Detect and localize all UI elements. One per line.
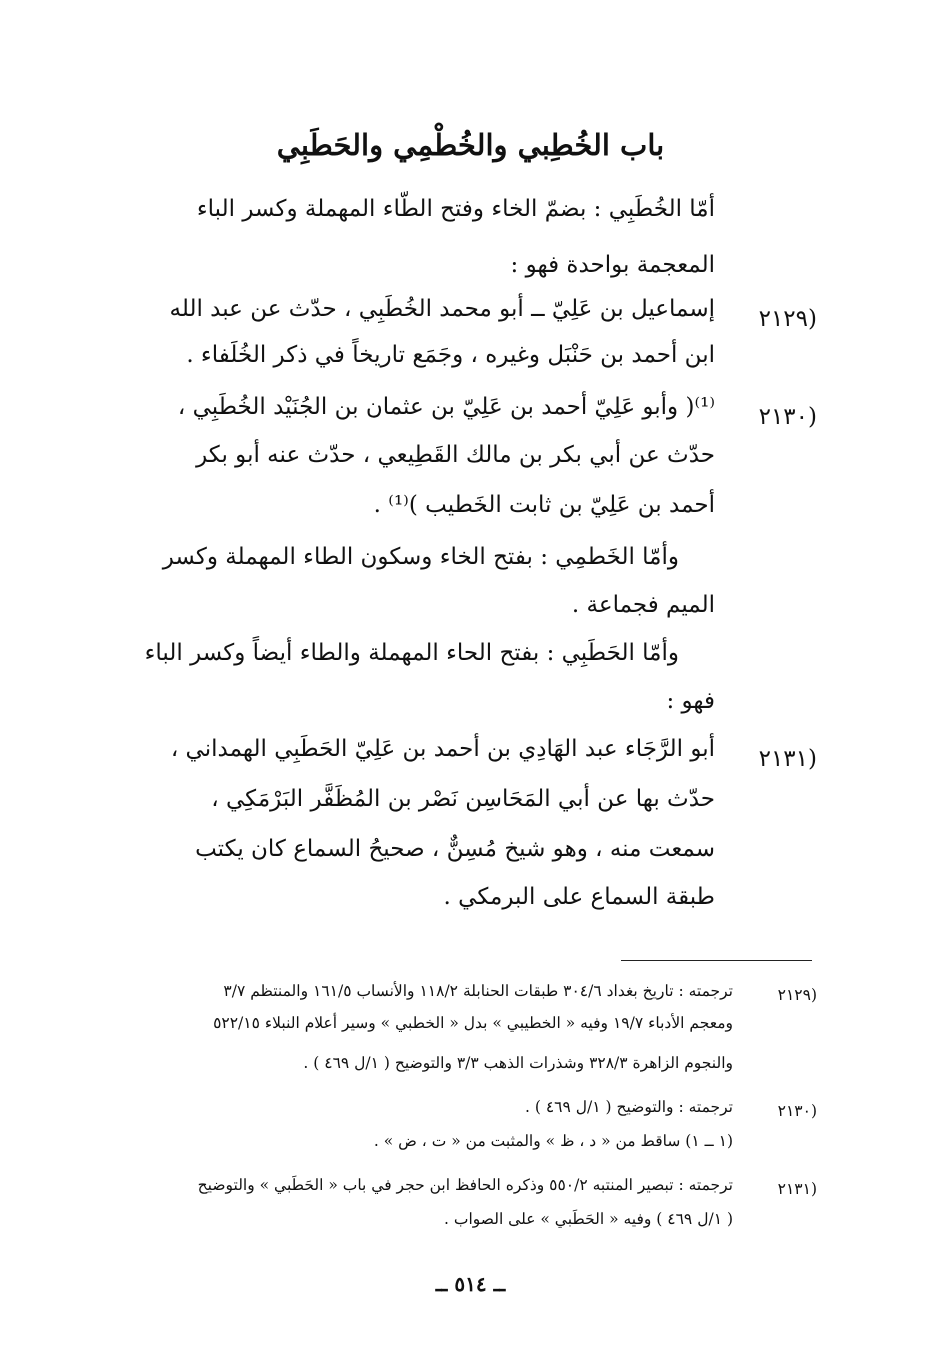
footnote-line: (١ ــ ١) ساقط من « د ، ظ » والمثبت من « ت ، ض » . <box>373 1132 733 1150</box>
intro-3-line-2: فهو : <box>666 688 715 714</box>
footnote-number: (٢١٣١ <box>777 1180 817 1198</box>
page-number: ــ ٥١٤ ــ <box>435 1272 506 1296</box>
footnote-line: ترجمته : تاريخ بغداد ٣٠٤/٦ طبقات الحنابلة ١١٨/٢ والأنساب ١٦١/٥ والمنتظم ٣/٧ <box>223 982 733 1000</box>
entry-line: ابن أحمد بن حَنْبَل وغيره ، وجَمَع تاريخاً في ذكر الخُلَفاء . <box>186 342 715 368</box>
entry-number: (٢١٣٠ <box>758 404 817 430</box>
entry-line: أحمد بن عَلِيّ بن ثابت الخَطيب )⁽¹⁾ . <box>373 492 715 518</box>
footnote-line: ترجمته : تبصير المنتبه ٥٥٠/٢ وذكره الحافظ ابن حجر في باب « الحَطَبي » والتوضيح <box>197 1176 733 1194</box>
entry-line: حدّث بها عن أبي المَحَاسِن نَصْر بن المُظَفَّر البَرْمَكِي ، <box>211 786 715 812</box>
footnote-separator <box>621 960 812 961</box>
intro-2-line-2: الميم فجماعة . <box>571 592 715 618</box>
entry-line: حدّث عن أبي بكر بن مالك القَطِيعي ، حدّث عنه أبو بكر <box>196 442 715 468</box>
entry-line: أبو الرَّجَاء عبد الهَادِي بن أحمد بن عَلِيّ الحَطَبِي الهمداني ، <box>170 736 715 762</box>
entry-number: (٢١٢٩ <box>758 306 817 332</box>
entry-line: طبقة السماع على البرمكي . <box>443 884 715 910</box>
intro-2-line-1: وأمّا الخَطمِي : بفتح الخاء وسكون الطاء المهملة وكسر <box>162 544 679 570</box>
entry-line: سمعت منه ، وهو شيخ مُسِنٌّ ، صحيحُ السماع كان يكتب <box>195 836 715 862</box>
footnote-number: (٢١٣٠ <box>777 1102 817 1120</box>
footnote-line: ومعجم الأدباء ١٩/٧ وفيه « الخطيبي » بدل « الخطبي » وسير أعلام النبلاء ٥٢٢/١٥ <box>213 1014 733 1032</box>
intro-1-line-2: المعجمة بواحدة فهو : <box>510 252 715 278</box>
intro-3-line-1: وأمّا الحَطَبِي : بفتح الحاء المهملة والطاء أيضاً وكسر الباء <box>144 640 679 666</box>
entry-line: إسماعيل بن عَلِيّ ــ أبو محمد الخُطَبِي ، حدّث عن عبد الله <box>169 296 715 322</box>
entry-number: (٢١٣١ <box>758 746 817 772</box>
entry-line: ⁽¹⁾( وأبو عَلِيّ أحمد بن عَلِيّ بن عثمان بن الجُنَيْد الخُطَبِي ، <box>177 394 715 420</box>
intro-1-line-1: أمّا الخُطَبِي : بضمّ الخاء وفتح الطّاء المهملة وكسر الباء <box>196 196 715 222</box>
footnote-number: (٢١٢٩ <box>777 986 817 1004</box>
footnote-line: والنجوم الزاهرة ٣٢٨/٣ وشذرات الذهب ٣/٣ والتوضيح ( ١/ل ٤٦٩ ) . <box>303 1054 733 1072</box>
page-title: باب الخُطِبي والخُطْمِي والحَطَبِي <box>276 128 665 162</box>
footnote-line: ترجمته : والتوضيح ( ١/ل ٤٦٩ ) . <box>525 1098 733 1116</box>
footnote-line: ( ١/ل ٤٦٩ ) وفيه « الحَطَبي » على الصواب . <box>444 1210 733 1228</box>
